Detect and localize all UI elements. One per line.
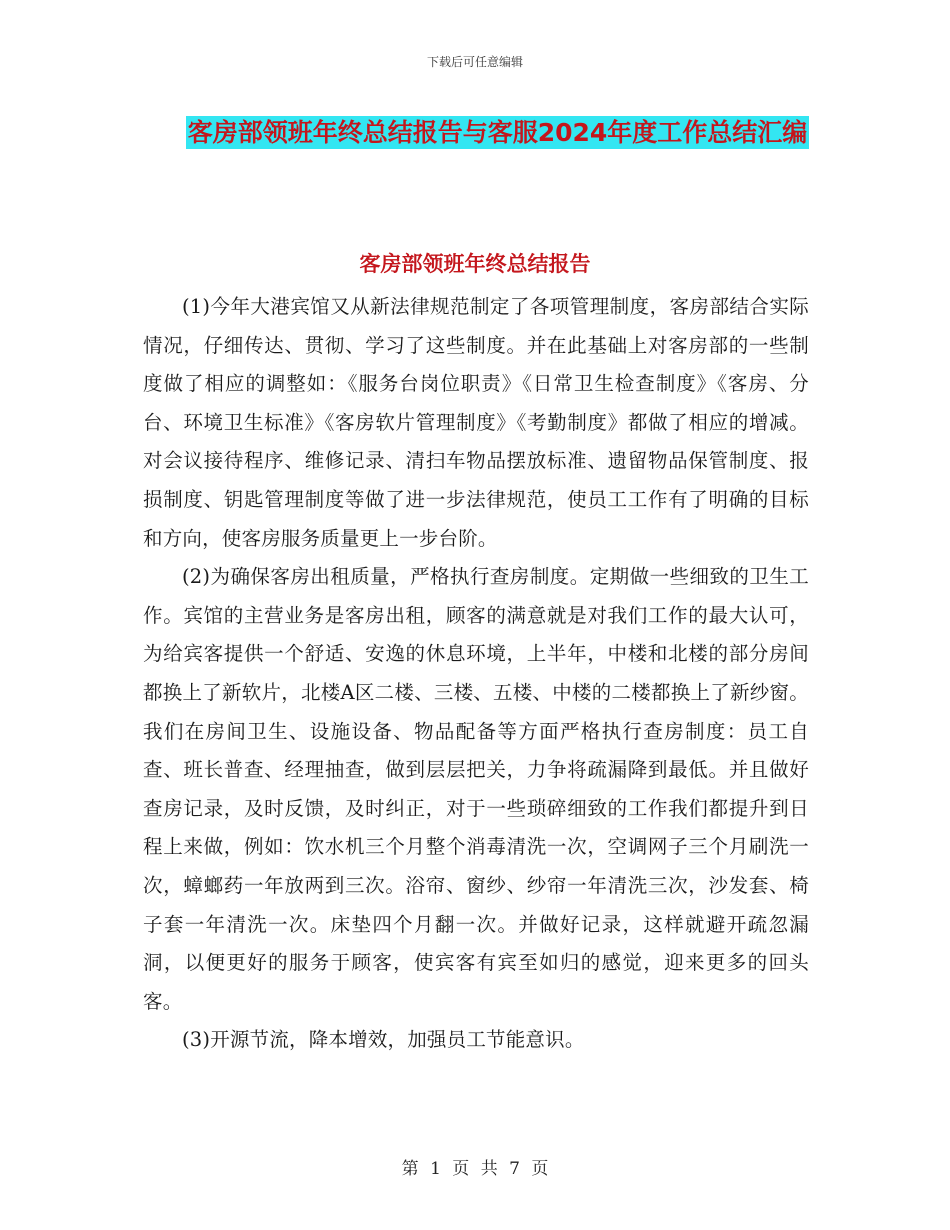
document-title (185, 110, 810, 156)
page-footer: 第 1 页 共 7 页 (401, 1159, 549, 1179)
paragraph-3: (3)开源节流，降本增效，加强员工节能意识。 (182, 1028, 585, 1052)
header-note: 下载后可任意编辑 (426, 55, 523, 69)
paragraph-1: (1)今年大港宾馆又从新法律规范制定了各项管理制度，客房部结合实际情况，仔细传达、贯彻、学习了这些制度。并在此基础上对客房部的一些制度做了相应的调整如：《服务台岗位职责》《日常卫生检查制度》《客房、分台、环境卫生标准》《客房软片管理制度》《考勤制度》都做了相应的增减。对会议接待程序、维修记录、清扫车物品摆放标准、遗留物品保管制度、报损制度、钥匙管理制度等做了进一步法律规范，使员工工作有了明确的目标和方向，使客房服务质量更上一步台阶。 (143, 295, 809, 550)
document-title-text: 客房部领班年终总结报告与客服2024年度工作总结汇编 (187, 118, 808, 147)
paragraph-2: (2)为确保客房出租质量，严格执行查房制度。定期做一些细致的卫生工作。宾馆的主营业务是客房出租，顾客的满意就是对我们工作的最大认可，为给宾客提供一个舒适、安逸的休息环境，上半年，中楼和北楼的部分房间都换上了新软片，北楼A区二楼、三楼、五楼、中楼的二楼都换上了新纱窗。我们在房间卫生、设施设备、物品配备等方面严格执行查房制度：员工自查、班长普查、经理抽查，做到层层把关，力争将疏漏降到最低。并且做好查房记录，及时反馈，及时纠正，对于一些琐碎细致的工作我们都提升到日程上来做，例如：饮水机三个月整个消毒清洗一次，空调网子三个月刷洗一次，蟑螂药一年放两到三次。浴帘、窗纱、纱帘一年清洗三次，沙发套、椅子套一年清洗一次。床垫四个月翻一次。并做好记录，这样就避开疏忽漏洞，以便更好的服务于顾客，使宾客有宾至如归的感觉，迎来更多的回头客。 (143, 565, 809, 1013)
document-body (143, 288, 809, 1060)
section-title: 客房部领班年终总结报告 (359, 252, 591, 276)
